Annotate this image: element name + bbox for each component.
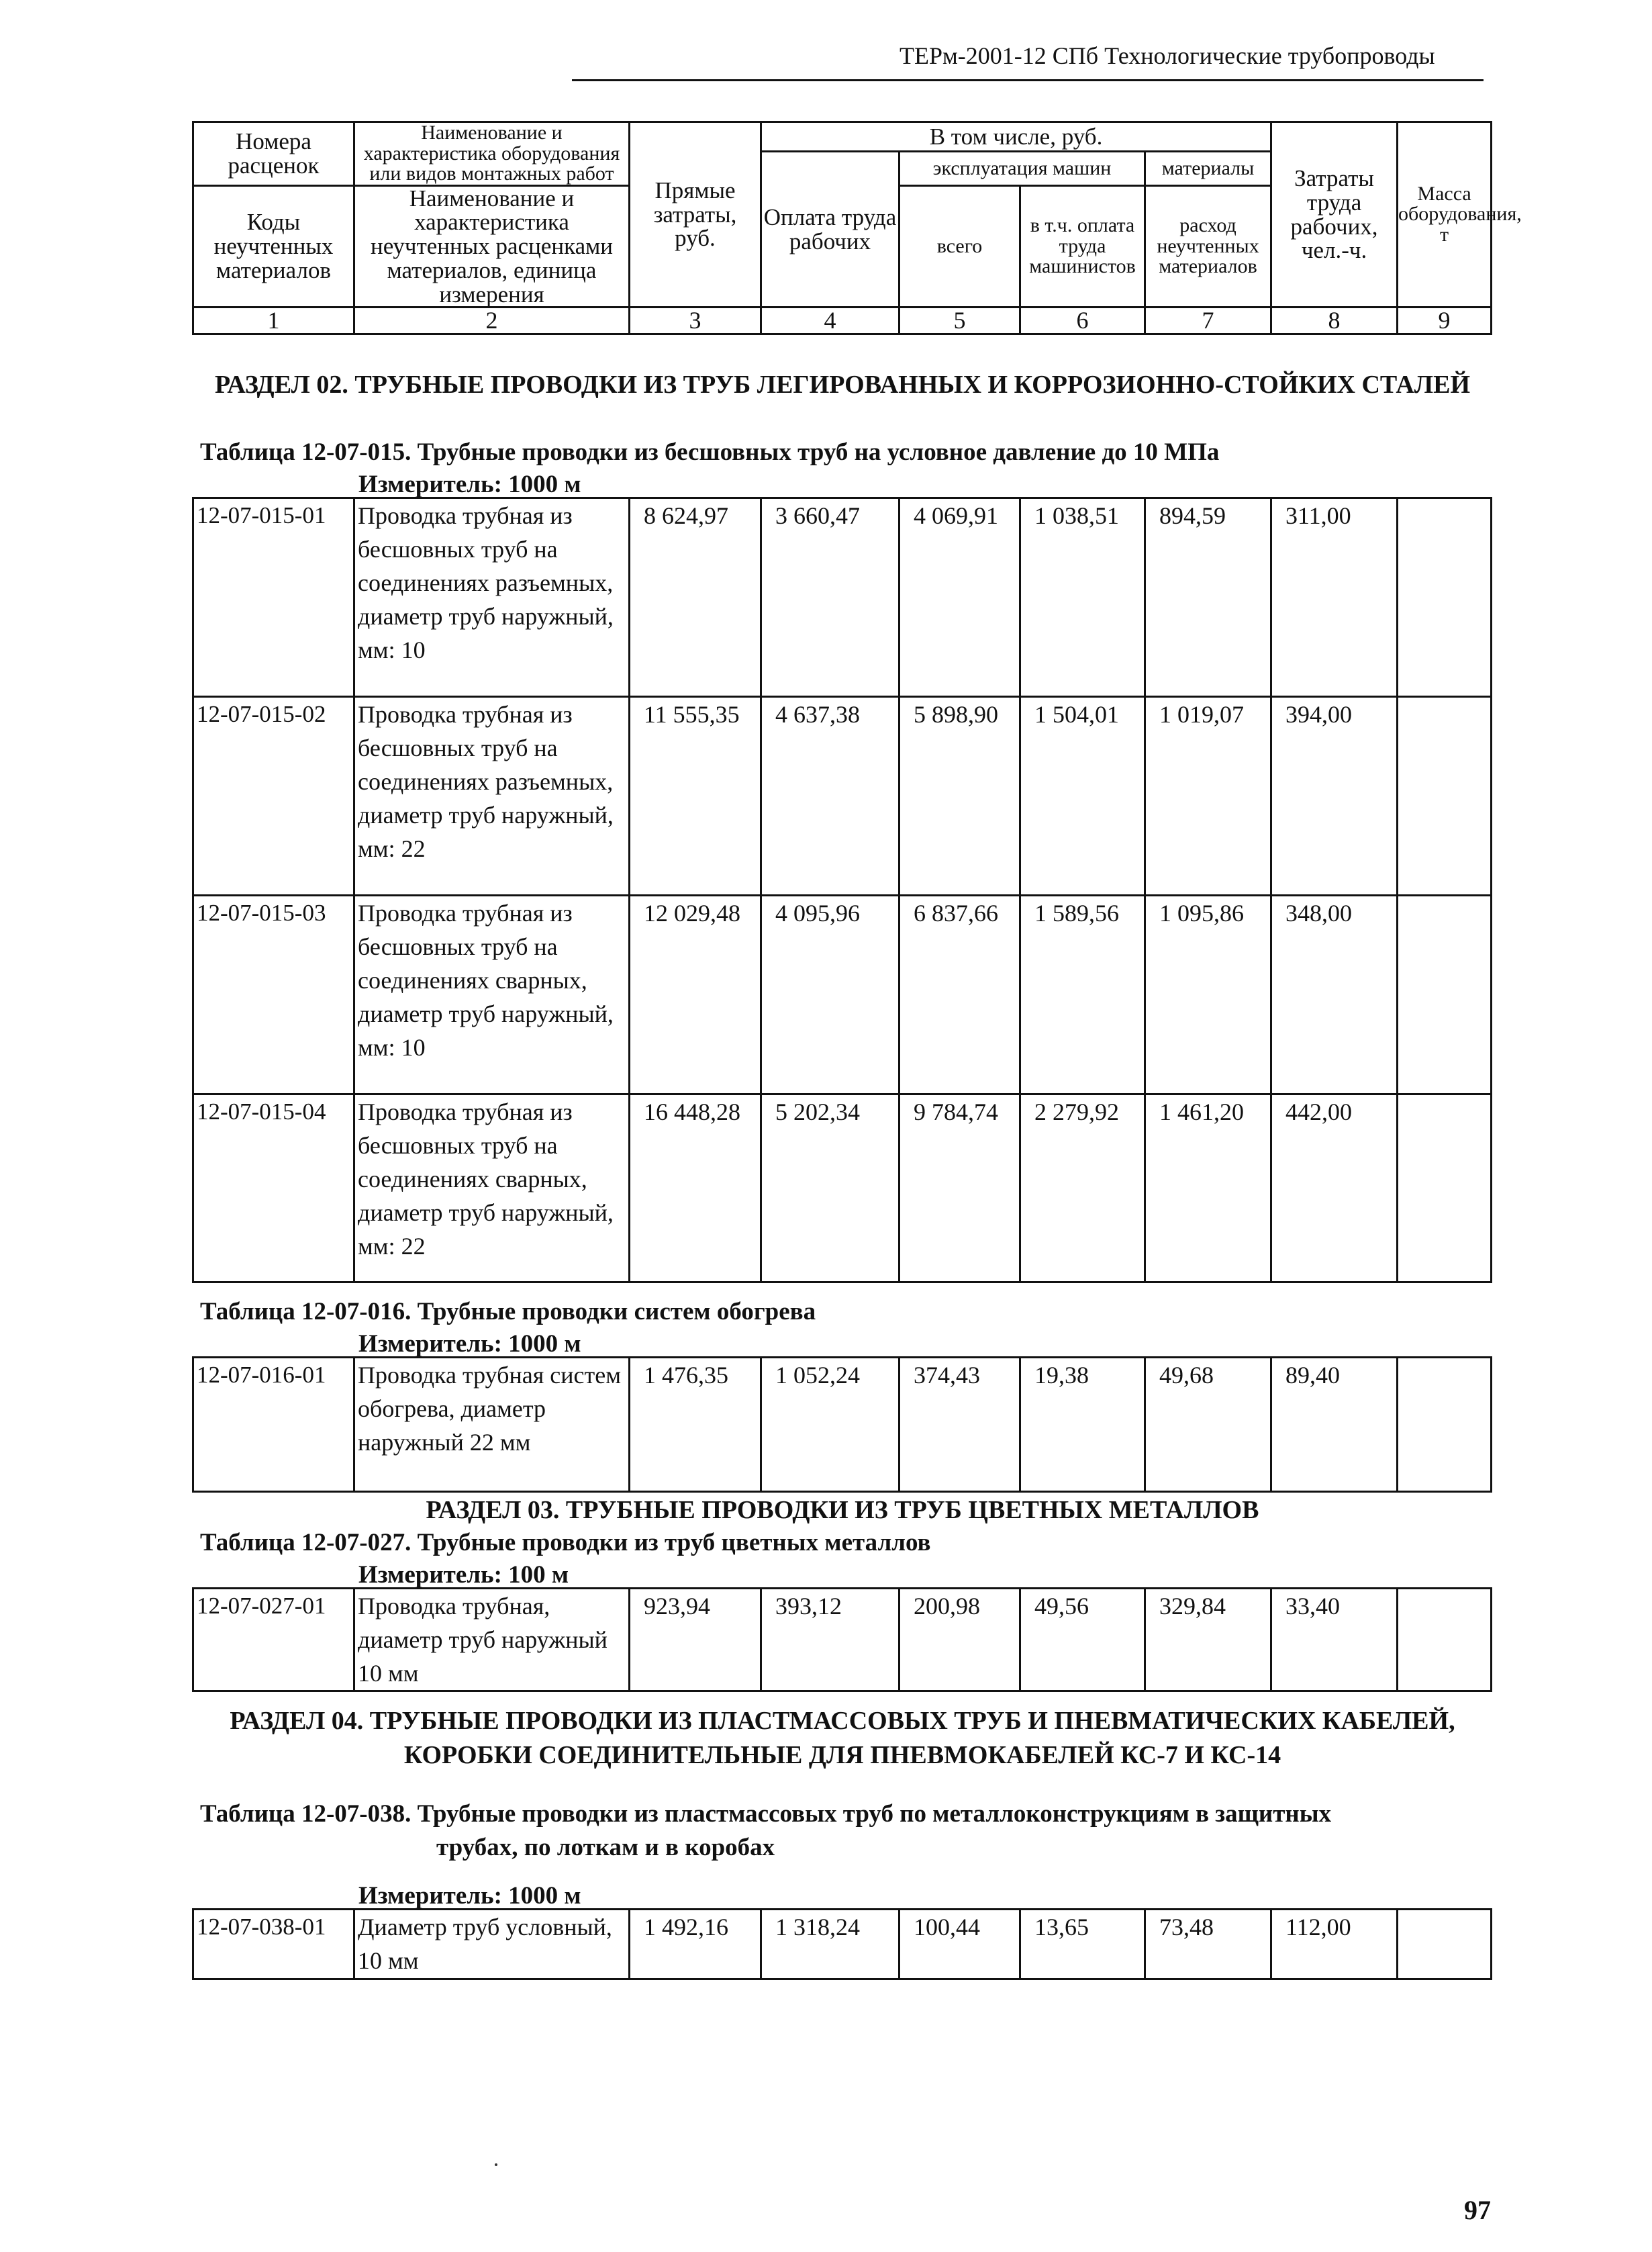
column-header-table [192,121,1522,335]
work-name: Проводка трубная систем обогрева, диаметр наружный 22 мм [354,1358,630,1492]
labor-hours: 348,00 [1271,896,1398,1094]
operator-pay: 19,38 [1020,1358,1145,1492]
col-num-3: 3 [630,308,761,334]
table-row [193,896,1492,1094]
header-including: В том числе, руб. [761,122,1271,152]
table-row [193,498,1492,697]
table-row [193,1358,1492,1492]
header-direct-costs: Прямые затраты, руб. [630,122,761,308]
operator-pay: 1 504,01 [1020,697,1145,896]
header-machine-operation: эксплуатация машин [900,152,1145,186]
worker-pay: 4 095,96 [761,896,900,1094]
materials: 49,68 [1145,1358,1271,1492]
materials: 329,84 [1145,1589,1271,1691]
direct-costs: 1 492,16 [630,1910,761,1979]
operator-pay: 2 279,92 [1020,1094,1145,1282]
materials: 1 095,86 [1145,896,1271,1094]
labor-hours: 311,00 [1271,498,1398,697]
col-num-9: 9 [1398,308,1492,334]
header-rate-number: Номера расценок [193,122,354,186]
equipment-mass [1398,1358,1492,1492]
table-016-title: Таблица 12-07-016. Трубные проводки систем обогрева [200,1298,816,1325]
table-row [193,1094,1492,1282]
scan-speck [495,2163,497,2166]
worker-pay: 393,12 [761,1589,900,1691]
header-operator-pay: в т.ч. оплата труда машинистов [1020,185,1145,307]
section-03-title: РАЗДЕЛ 03. ТРУБНЫЕ ПРОВОДКИ ИЗ ТРУБ ЦВЕТНЫХ МЕТАЛЛОВ [426,1496,1259,1524]
table-row [193,1589,1492,1691]
col-num-7: 7 [1145,308,1271,334]
labor-hours: 33,40 [1271,1589,1398,1691]
work-name: Проводка трубная из бесшовных труб на соединениях разъемных, диаметр труб наружный, мм: 10 [354,498,630,697]
table-027 [192,1587,1492,1692]
machines-total: 9 784,74 [900,1094,1020,1282]
table-027-unit: Измеритель: 100 м [358,1561,569,1589]
rate-code: 12-07-038-01 [193,1910,354,1979]
operator-pay: 13,65 [1020,1910,1145,1979]
worker-pay: 5 202,34 [761,1094,900,1282]
header-work-name: Наименование и характеристика оборудования или видов монтажных работ [354,122,630,186]
rate-code: 12-07-015-01 [193,498,354,697]
col-num-2: 2 [354,308,630,334]
direct-costs: 16 448,28 [630,1094,761,1282]
machines-total: 6 837,66 [900,896,1020,1094]
header-labor-costs: Затраты труда рабочих, чел.-ч. [1271,122,1398,308]
machines-total: 4 069,91 [900,498,1020,697]
work-name: Проводка трубная из бесшовных труб на соединениях сварных, диаметр труб наружный, мм: 22 [354,1094,630,1282]
col-num-8: 8 [1271,308,1398,334]
direct-costs: 8 624,97 [630,498,761,697]
rate-code: 12-07-015-04 [193,1094,354,1282]
col-num-5: 5 [900,308,1020,334]
equipment-mass [1398,697,1492,896]
operator-pay: 1 038,51 [1020,498,1145,697]
operator-pay: 49,56 [1020,1589,1145,1691]
header-worker-pay: Оплата труда рабочих [761,152,900,308]
work-name: Проводка трубная из бесшовных труб на соединениях разъемных, диаметр труб наружный, мм: 22 [354,697,630,896]
table-015 [192,497,1492,1283]
machines-total: 200,98 [900,1589,1020,1691]
section-02-title: РАЗДЕЛ 02. ТРУБНЫЕ ПРОВОДКИ ИЗ ТРУБ ЛЕГИРОВАННЫХ И КОРРОЗИОННО-СТОЙКИХ СТАЛЕЙ [214,371,1471,399]
labor-hours: 394,00 [1271,697,1398,896]
direct-costs: 1 476,35 [630,1358,761,1492]
table-038-title-line1: Таблица 12-07-038. Трубные проводки из пластмассовых труб по металлоконструкциям в защитных [200,1800,1332,1828]
header-unaccounted-materials: Наименование и характеристика неучтенных расценками материалов, единица измерения [354,185,630,307]
materials: 1 461,20 [1145,1094,1271,1282]
rate-code: 12-07-015-02 [193,697,354,896]
header-materials: материалы [1145,152,1271,186]
work-name: Проводка трубная из бесшовных труб на соединениях сварных, диаметр труб наружный, мм: 10 [354,896,630,1094]
direct-costs: 12 029,48 [630,896,761,1094]
table-016-unit: Измеритель: 1000 м [358,1330,581,1358]
equipment-mass [1398,498,1492,697]
work-name: Диаметр труб условный, 10 мм [354,1910,630,1979]
worker-pay: 4 637,38 [761,697,900,896]
machines-total: 100,44 [900,1910,1020,1979]
table-015-unit: Измеритель: 1000 м [358,471,581,498]
work-name: Проводка трубная, диаметр труб наружный 10 мм [354,1589,630,1691]
direct-costs: 923,94 [630,1589,761,1691]
table-038-title-line2: трубах, по лоткам и в коробах [436,1834,775,1861]
equipment-mass [1398,896,1492,1094]
col-num-1: 1 [193,308,354,334]
header-machines-total: всего [900,185,1020,307]
table-row [193,697,1492,896]
equipment-mass [1398,1910,1492,1979]
materials: 73,48 [1145,1910,1271,1979]
materials: 1 019,07 [1145,697,1271,896]
section-04-title: РАЗДЕЛ 04. ТРУБНЫЕ ПРОВОДКИ ИЗ ПЛАСТМАССОВЫХ ТРУБ И ПНЕВМАТИЧЕСКИХ КАБЕЛЕЙ, КОРОБКИ СОЕДИНИТЕЛЬНЫЕ ДЛЯ ПНЕВМОКАБЕЛЕЙ КС-7 И КС-14 [230,1707,1455,1769]
worker-pay: 1 318,24 [761,1910,900,1979]
table-016 [192,1356,1492,1493]
equipment-mass [1398,1589,1492,1691]
rate-code: 12-07-015-03 [193,896,354,1094]
header-rule [572,79,1484,81]
table-038 [192,1908,1492,1980]
table-027-title: Таблица 12-07-027. Трубные проводки из труб цветных металлов [200,1529,931,1556]
worker-pay: 1 052,24 [761,1358,900,1492]
page-number: 97 [1464,2195,1491,2225]
header-unaccounted-codes: Коды неучтенных материалов [193,185,354,307]
table-038-unit: Измеритель: 1000 м [358,1882,581,1910]
page-header: ТЕРм-2001-12 СПб Технологические трубопроводы [900,42,1435,69]
machines-total: 374,43 [900,1358,1020,1492]
materials: 894,59 [1145,498,1271,697]
header-material-consumption: расход неучтенных материалов [1145,185,1271,307]
rate-code: 12-07-027-01 [193,1589,354,1691]
col-num-6: 6 [1020,308,1145,334]
labor-hours: 89,40 [1271,1358,1398,1492]
equipment-mass [1398,1094,1492,1282]
table-row [193,1910,1492,1979]
table-015-title: Таблица 12-07-015. Трубные проводки из бесшовных труб на условное давление до 10 МПа [200,438,1220,466]
operator-pay: 1 589,56 [1020,896,1145,1094]
worker-pay: 3 660,47 [761,498,900,697]
header-equipment-mass: Масса оборудования, т [1398,122,1492,308]
labor-hours: 442,00 [1271,1094,1398,1282]
machines-total: 5 898,90 [900,697,1020,896]
direct-costs: 11 555,35 [630,697,761,896]
col-num-4: 4 [761,308,900,334]
labor-hours: 112,00 [1271,1910,1398,1979]
rate-code: 12-07-016-01 [193,1358,354,1492]
